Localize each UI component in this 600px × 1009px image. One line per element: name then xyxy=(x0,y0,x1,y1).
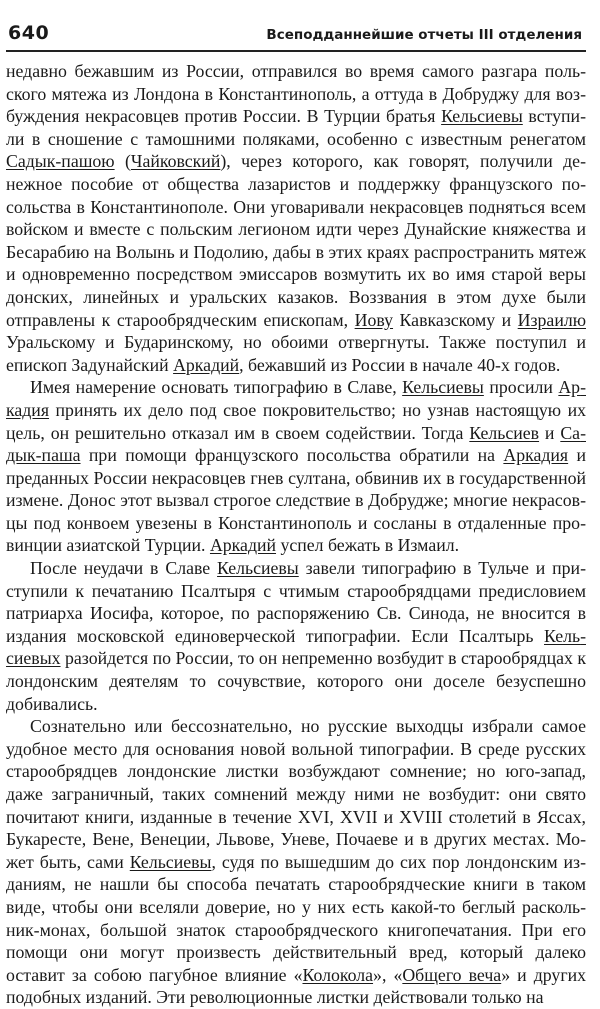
text-run: недавно бежавшим из России, отправился во время самого разгара польского мятежа из Лондона в Константинополь, а оттуда в Добруджу для возбуждения некрасовцев против России. В Турции братья xyxy=(6,61,586,127)
text-run: , судя по вышедшим до сих пор лондонским изданиям, не нашли бы способа печатать старообрядческие книги в таком виде, чтобы они вселяли доверие, но у них есть какой-то беглый раскольник-монах, большой знаток старообрядческого книгопечатания. При его помощи они могут произвесть действительный вред, который далеко оставит за собою пагубное влияние « xyxy=(6,851,587,985)
text-run: вступили в сношение с тамошними поляками, особенно с известным ренегатом xyxy=(6,106,586,149)
running-title: Всеподданнейшие отчеты III отделения xyxy=(266,27,582,43)
text-run: » и других подобных изданий. Эти революционные листки действовали только на xyxy=(6,964,587,1008)
underlined-name: Чайковский xyxy=(130,151,221,172)
text-run: принять их дело под свое покровительство; но узнав настоящую их цель, он решительно отказал им в своем содействии. Тогда xyxy=(6,399,586,443)
text-run: ), через которого, как говорят, получили денежное пособие от общества лазаристов и поддержку французского посольства в Константинополе. Они уговаривали некрасовцев подняться всем войском и вместе с польским легионом идти через Дунайские княжества и Бесарабию на Волынь и Подолию, дабы в этих краях распространить мятеж и одновременно посредством эмиссаров возмутить их во имя старой веры донских, линейных и уральских казаков. Воззвания в этом духе были отправлены к старообрядческим епископам, xyxy=(6,151,586,330)
text-run: завели типографию в Тульче и приступили к печатанию Псалтыря с чтимым старообрядцами предисловием патриарха Иосифа, которое, по распоряжению Св. Синода, не вносится в издания московской единоверческой типографии. Если Псалтырь xyxy=(6,558,586,646)
underlined-name: Аркадий xyxy=(173,354,240,375)
underlined-name: Аркадия xyxy=(6,377,586,420)
text-run: Имея намерение основать типографию в Славе, xyxy=(30,377,403,398)
text-run: разойдется по России, то он непременно возбудит в старообрядцах к лондонским деятелям то сочувствие, которого они доселе безуспешно добивались. xyxy=(6,648,586,714)
underlined-name: Кельсиевы xyxy=(129,851,212,872)
underlined-name: Кельсиев xyxy=(469,422,540,443)
paragraph xyxy=(6,715,586,1009)
text-run: Сознательно или бессознательно, но русские выходцы избрали самое удобное место для основания новой вольной типографии. В среде русских старообрядцев лондонские листки возбуждают сомнение; но юго-запад, даже заграничный, таких сомнений между ними не возбудит: они свято почитают книги, изданные в течение XVI, XVII и XVIII столетий в Яссах, Букаресте, Вене, Венеции, Львове, Уневе, Почаеве и в других местах. Может быть, сами xyxy=(6,716,586,872)
text-run: просили xyxy=(483,377,559,398)
underlined-name: Садык-пашою xyxy=(6,151,115,172)
underlined-name: Кельсиевы xyxy=(402,377,484,398)
text-run: ( xyxy=(114,151,131,172)
page-number: 640 xyxy=(8,22,50,44)
body-text xyxy=(6,60,586,1009)
underlined-name: Аркадия xyxy=(503,445,569,466)
underlined-name: Садык-паша xyxy=(6,422,586,466)
underlined-name: Аркадий xyxy=(209,535,277,556)
text-run: успел бежать в Измаил. xyxy=(276,535,460,556)
underlined-name: Колокола xyxy=(302,964,374,985)
text-run: и xyxy=(539,422,561,443)
paragraph xyxy=(6,60,586,376)
text-run: После неудачи в Славе xyxy=(30,558,218,579)
text-run: и преданных России некрасовцев гнев султана, обвинив их в государственной измене. Донос этот вызвал строгое следствие в Добрудже; многие некрасовцы под конвоем увезены в Константинополь и сосланы в отдаленные провинции азиатской Турции. xyxy=(6,445,587,556)
text-run: при помощи французского посольства обратили на xyxy=(80,445,504,466)
underlined-name: Общего веча xyxy=(402,964,502,985)
text-run: , бежавший из России в начале 40-х годов. xyxy=(239,354,561,375)
paragraph xyxy=(6,557,586,715)
text-run: », « xyxy=(373,964,403,985)
text-run: Уральскому и Бударинскому, но обоими отвергнуты. Также поступил и епископ Задунайский xyxy=(6,332,586,375)
underlined-name: Кельсиевых xyxy=(6,625,586,669)
text-run: Кавказскому и xyxy=(393,309,518,330)
paragraph xyxy=(6,376,586,557)
underlined-name: Иову xyxy=(354,309,394,330)
underlined-name: Кельсиевы xyxy=(217,558,299,579)
underlined-name: Кельсиевы xyxy=(441,106,523,127)
underlined-name: Израилю xyxy=(517,309,586,330)
page-header xyxy=(6,22,586,52)
